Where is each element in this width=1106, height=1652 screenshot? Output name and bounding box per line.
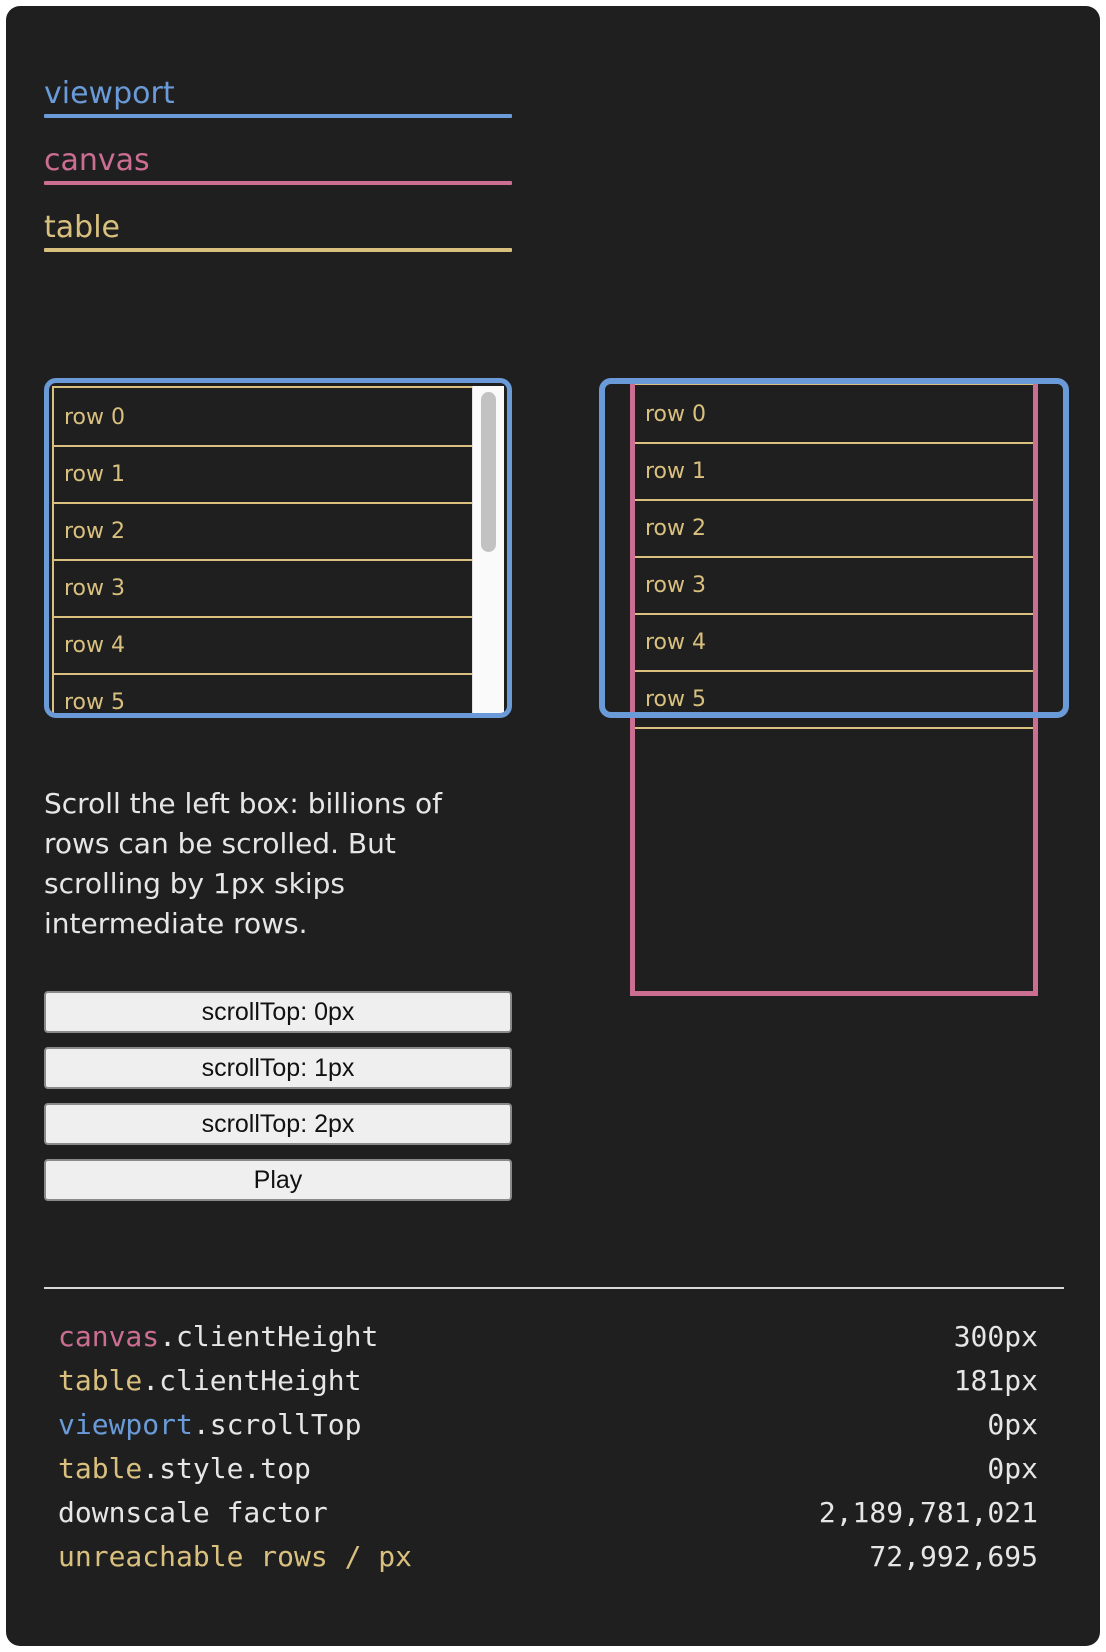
table-row: row 3 [54, 559, 472, 618]
stat-object: table [58, 1452, 143, 1485]
table-row: row 1 [54, 445, 472, 504]
legend-table [44, 210, 512, 252]
stat-canvas-client-height [58, 1316, 1038, 1358]
stat-downscale-factor [58, 1492, 1038, 1534]
stat-table-client-height [58, 1360, 1038, 1402]
scrollbar-thumb[interactable] [481, 392, 496, 552]
stat-label: downscale factor [58, 1496, 328, 1529]
stat-value: 300px [953, 1320, 1038, 1353]
stat-property: .scrollTop [192, 1408, 362, 1441]
demo-panel [6, 6, 1100, 1646]
stat-object: canvas [58, 1320, 160, 1353]
divider [44, 1287, 1064, 1289]
table-row: row 1 [635, 442, 1033, 501]
table-row: row 4 [635, 613, 1033, 672]
legend-viewport-label: viewport [44, 76, 175, 111]
legend-table-label: table [44, 210, 120, 245]
stat-property: .clientHeight [142, 1364, 362, 1397]
scrolltop-2-button[interactable]: scrollTop: 2px [44, 1103, 512, 1145]
stat-value: 0px [987, 1408, 1038, 1441]
play-button[interactable]: Play [44, 1159, 512, 1201]
stat-object: viewport [58, 1408, 193, 1441]
viewport-illustration [599, 378, 1069, 718]
scrollbar[interactable] [472, 386, 504, 713]
stat-property: .style.top [142, 1452, 311, 1485]
table-row: row 0 [54, 388, 472, 447]
table-row: row 5 [54, 673, 472, 713]
stat-value: 0px [987, 1452, 1038, 1485]
legend-canvas-line [44, 181, 512, 185]
left-viewport[interactable] [44, 378, 512, 718]
stat-property: .clientHeight [159, 1320, 379, 1353]
legend-viewport-line [44, 114, 512, 118]
scrolltop-0-button[interactable]: scrollTop: 0px [44, 991, 512, 1033]
legend-canvas-label: canvas [44, 143, 150, 178]
table-row: row 2 [54, 502, 472, 561]
stat-value: 181px [953, 1364, 1038, 1397]
table-row: row 2 [635, 499, 1033, 558]
legend-viewport [44, 76, 512, 118]
stat-value: 72,992,695 [869, 1540, 1038, 1573]
scrolltop-1-button[interactable]: scrollTop: 1px [44, 1047, 512, 1089]
table-row: row 4 [54, 616, 472, 675]
stat-value: 2,189,781,021 [818, 1496, 1038, 1529]
stat-object: table [58, 1364, 143, 1397]
stat-table-style-top [58, 1448, 1038, 1490]
table-row: row 3 [635, 556, 1033, 615]
stat-unreachable-rows [58, 1536, 1038, 1578]
table-row: row 0 [635, 385, 1033, 444]
legend-canvas [44, 143, 512, 185]
description-text: Scroll the left box: billions of rows can be scrolled. But scrolling by 1px skips intermediate rows. [44, 787, 442, 940]
stat-label: unreachable rows / px [58, 1540, 413, 1573]
table-row: row 5 [635, 670, 1033, 729]
left-table [52, 386, 474, 713]
legend-table-line [44, 248, 512, 252]
stat-viewport-scroll-top [58, 1404, 1038, 1446]
